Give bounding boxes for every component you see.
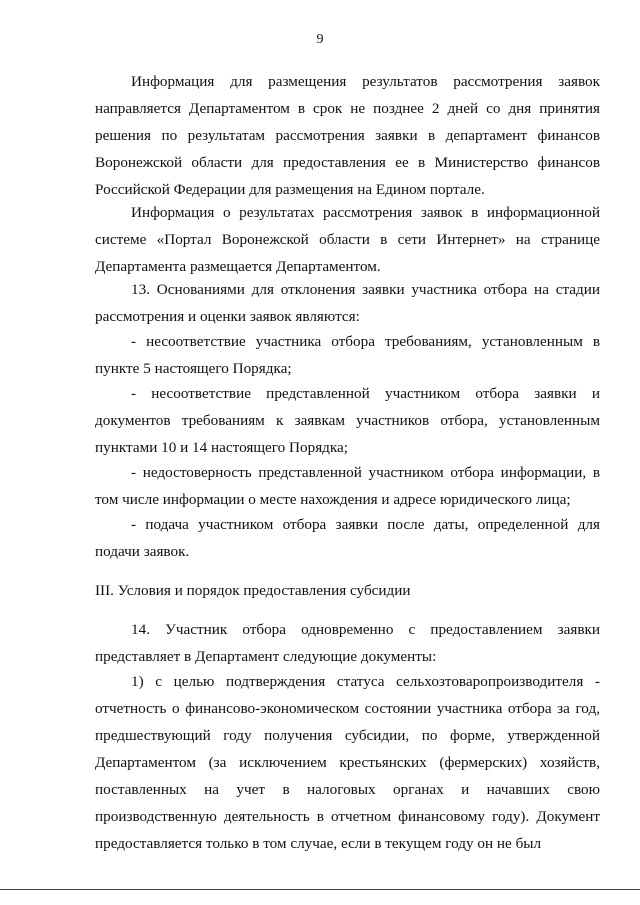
- section-heading: [95, 577, 600, 604]
- paragraph: [95, 668, 600, 857]
- page-number: 9: [316, 32, 324, 47]
- paragraph: [95, 68, 600, 203]
- paragraph: [95, 276, 600, 330]
- section-heading-text: III. Условия и порядок предоставления субсидии: [95, 582, 411, 599]
- paragraph: [95, 199, 600, 280]
- list-item: [95, 459, 600, 513]
- page-bottom-rule: [0, 889, 640, 890]
- paragraph-text: - несоответствие участника отбора требованиям, установленным в пункте 5 настоящего Порядка;: [95, 333, 600, 377]
- paragraph-text: - подача участником отбора заявки после даты, определенной для подачи заявок.: [95, 516, 600, 560]
- paragraph-text: - несоответствие представленной участником отбора заявки и документов требованиям к заявкам участников отбора, установленным пунктами 10 и 14 настоящего Порядка;: [95, 385, 600, 456]
- paragraph-text: Информация для размещения результатов рассмотрения заявок направляется Департаментом в срок не позднее 2 дней со дня принятия решения по результатам рассмотрения заявки в департамент финансов Воронежской области для предоставления ее в Министерство финансов Российской Федерации для размещения на Едином портале.: [95, 73, 600, 198]
- paragraph-text: - недостоверность представленной участником отбора информации, в том числе информации о месте нахождения и адресе юридического лица;: [95, 464, 600, 508]
- paragraph-text: 1) с целью подтверждения статуса сельхозтоваропроизводителя - отчетность о финансово-экономическом состоянии участника отбора за год, предшествующий году получения субсидии, по форме, утвержденной Департаментом (за исключением крестьянских (фермерских) хозяйств, поставленных на учет в налоговых органах и начавших свою производственную деятельность в отчетном финансовому году). Документ предоставляется только в том случае, если в текущем году он не был: [95, 673, 600, 852]
- list-item: [95, 511, 600, 565]
- paragraph-text: 14. Участник отбора одновременно с предоставлением заявки представляет в Департамент следующие документы:: [95, 621, 600, 665]
- paragraph-text: 13. Основаниями для отклонения заявки участника отбора на стадии рассмотрения и оценки заявок являются:: [95, 281, 600, 325]
- paragraph-text: Информация о результатах рассмотрения заявок в информационной системе «Портал Воронежской области в сети Интернет» на странице Департамента размещается Департаментом.: [95, 204, 600, 275]
- paragraph: [95, 616, 600, 670]
- list-item: [95, 328, 600, 382]
- list-item: [95, 380, 600, 461]
